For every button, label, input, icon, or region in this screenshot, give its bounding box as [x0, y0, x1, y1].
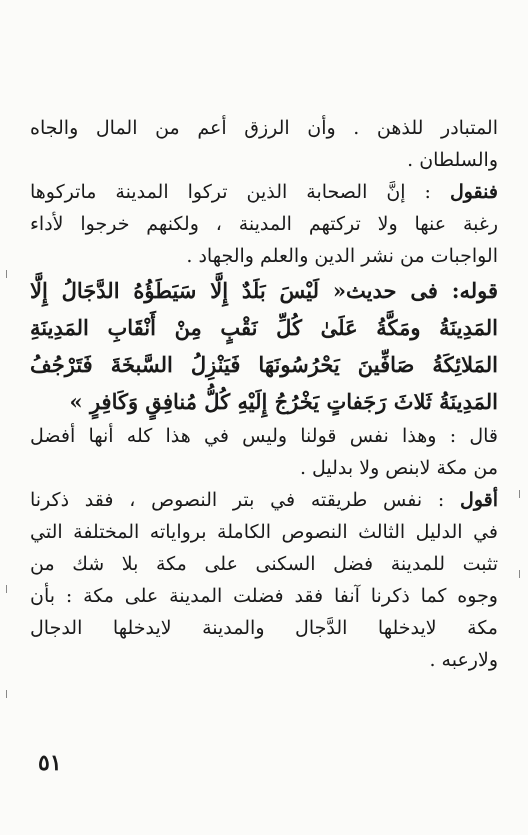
hadith-line: المَدِينَةُ ثَلاثَ رَجَفاتٍ يَخْرُجُ إِلَيْهِ كُلُّ مُنافِقٍ وَكَافِرٍ »: [69, 389, 498, 414]
hadith-line: المَدِينَةُ ومَكَّةُ عَلَىٰ كُلِّ نَقْبٍ مِنْ أَنْقَابِ المَدِينَةِ: [30, 315, 498, 340]
book-page: [30, 112, 498, 676]
text-line: المتبادر للذهن . وأن الرزق أعم من المال والجاه: [30, 117, 498, 139]
scan-mark: [519, 570, 520, 578]
lead-word: قوله:: [451, 278, 498, 303]
scan-mark: [6, 690, 7, 698]
text-line: وجوه كما ذكرنا آنفا فقد فضلت المدينة على مكة : بأن: [30, 585, 498, 607]
scan-mark: [519, 490, 520, 498]
scan-mark: [6, 270, 7, 278]
scan-mark: [6, 585, 7, 593]
text-line: [30, 176, 498, 208]
page-number: ٥١: [38, 750, 62, 776]
lead-word: فنقول: [449, 181, 498, 203]
text-line: الواجبات من نشر الدين والعلم والجهاد .: [186, 245, 498, 267]
text-line: والسلطان .: [407, 149, 498, 171]
text-line: ولارعبه .: [429, 649, 498, 671]
lead-word: أقول: [460, 489, 498, 511]
text-line: قال : وهذا نفس قولنا وليس في هذا كله أنها أفضل: [30, 425, 498, 447]
text-line: [30, 484, 498, 516]
text-line: من مكة لابنص ولا بدليل .: [299, 457, 498, 479]
text-line: في الدليل الثالث النصوص الكاملة برواياته المختلفة التي: [30, 521, 498, 543]
hadith-line: [30, 272, 498, 309]
line-text: : إنَّ الصحابة الذين تركوا المدينة ماتركوها: [30, 181, 431, 203]
hadith-line: المَلائِكَةُ صَافِّينَ يَحْرُسُونَهَا فَيَنْزِلُ السَّبخَةَ فَتَرْجُفُ: [30, 352, 498, 377]
text-line: رغبة عنها ولا تركتهم المدينة ، ولكنهم خرجوا لأداء: [30, 213, 498, 235]
line-text: فى حديث« لَيْسَ بَلَدٌ إِلَّا سَيَطَؤُهُ الدَّجَالُ إِلَّا: [30, 278, 438, 303]
line-text: : نفس طريقته في بتر النصوص ، فقد ذكرنا: [30, 489, 445, 511]
text-line: تثبت للمدينة فضل السكنى على مكة بلا شك من: [30, 553, 498, 575]
text-line: مكة لايدخلها الدَّجال والمدينة لايدخلها الدجال: [30, 617, 498, 639]
